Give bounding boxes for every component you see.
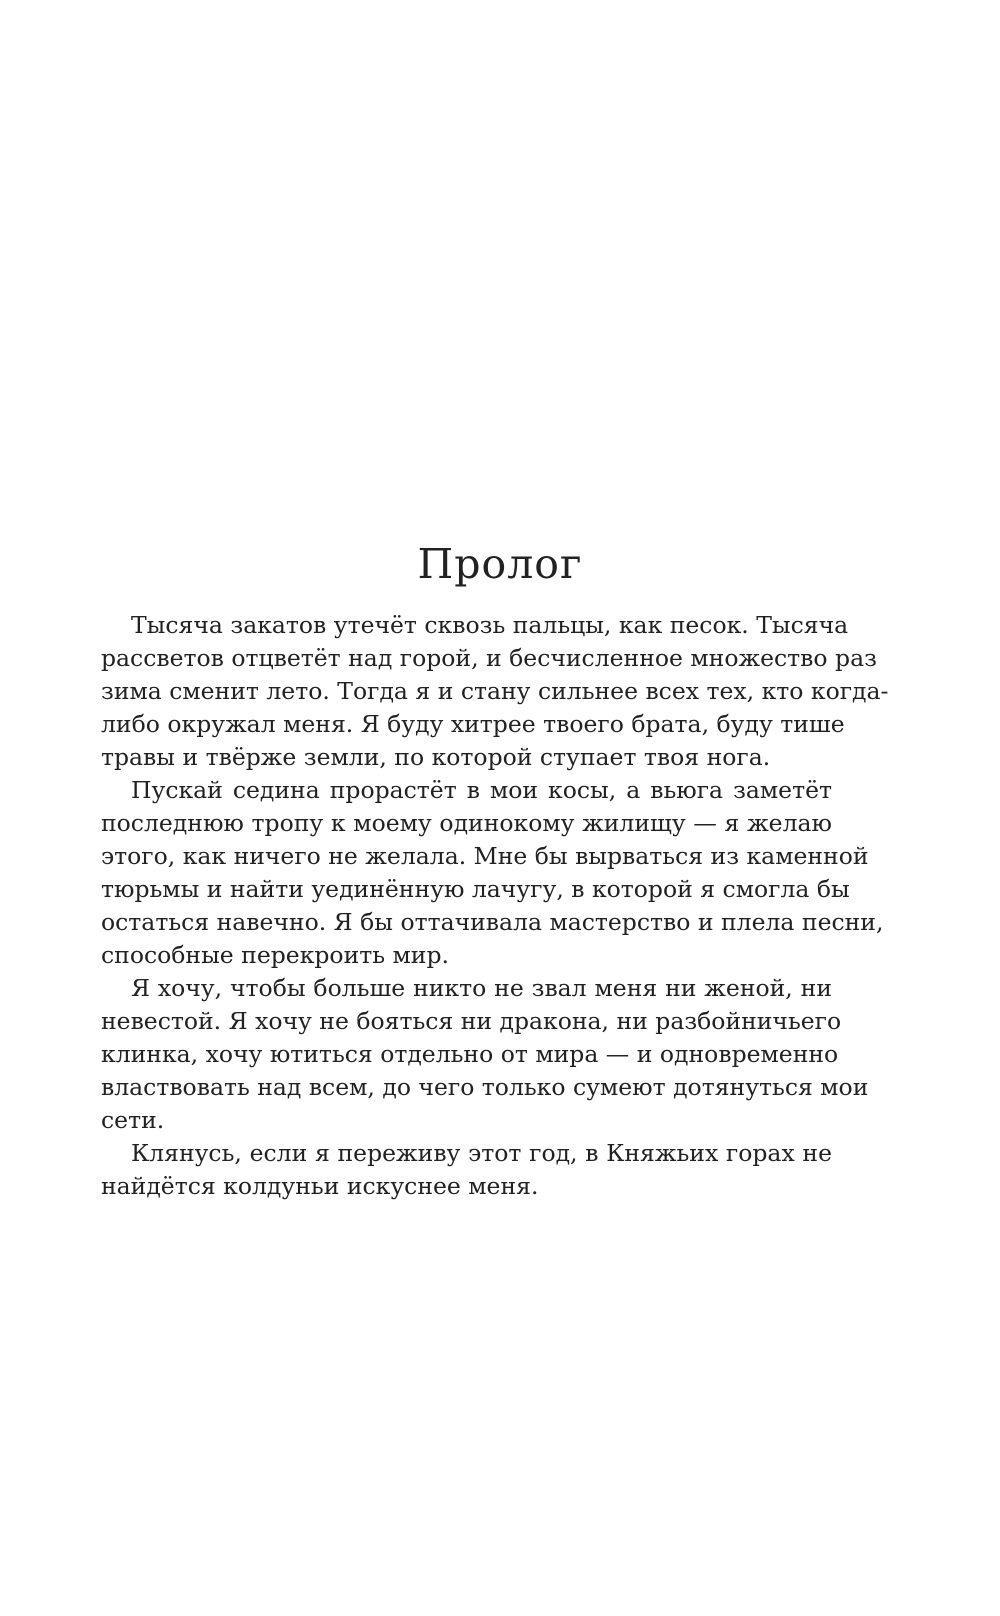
paragraph-3-line-5: сети. xyxy=(101,1106,165,1134)
paragraph-3-line-3: клинка, хочу ютиться отдельно от мира — и одновременно xyxy=(101,1040,839,1068)
paragraph-1-line-1: Тысяча закатов утечёт сквозь пальцы, как песок. Тысяча xyxy=(131,611,849,639)
paragraph-4-line-2: найдётся колдуньи искуснее меня. xyxy=(101,1172,539,1200)
paragraph-2-line-1: Пускай седина прорастёт в мои косы, а вьюга заметёт xyxy=(131,776,832,804)
paragraph-3-line-1: Я хочу, чтобы больше никто не звал меня ни женой, ни xyxy=(131,974,832,1002)
paragraph-3-line-2: невестой. Я хочу не бояться ни дракона, ни разбойничьего xyxy=(101,1007,842,1035)
paragraph-4-line-1: Клянусь, если я переживу этот год, в Княжьих горах не xyxy=(131,1139,832,1167)
paragraph-1-line-2: рассветов отцветёт над горой, и бесчисленное множество раз xyxy=(101,644,877,672)
paragraph-1-line-4: либо окружал меня. Я буду хитрее твоего брата, буду тише xyxy=(101,710,845,738)
paragraph-2-line-6: способные перекроить мир. xyxy=(101,941,449,969)
paragraph-2-line-2: последнюю тропу к моему одинокому жилищу — я желаю xyxy=(101,809,832,837)
paragraph-2-line-3: этого, как ничего не желала. Мне бы вырваться из каменной xyxy=(101,842,869,870)
chapter-title: Пролог xyxy=(417,540,583,588)
prologue-text xyxy=(101,609,889,1203)
paragraph-2-line-5: остаться навечно. Я бы оттачивала мастерство и плела песни, xyxy=(101,908,884,936)
paragraph-1-line-3: зима сменит лето. Тогда я и стану сильнее всех тех, кто когда- xyxy=(101,677,889,705)
paragraph-2-line-4: тюрьмы и найти уединённую лачугу, в которой я смогла бы xyxy=(101,875,850,903)
paragraph-1-line-5: травы и твёрже земли, по которой ступает твоя нога. xyxy=(101,743,771,771)
paragraph-3-line-4: властвовать над всем, до чего только сумеют дотянуться мои xyxy=(101,1073,869,1101)
